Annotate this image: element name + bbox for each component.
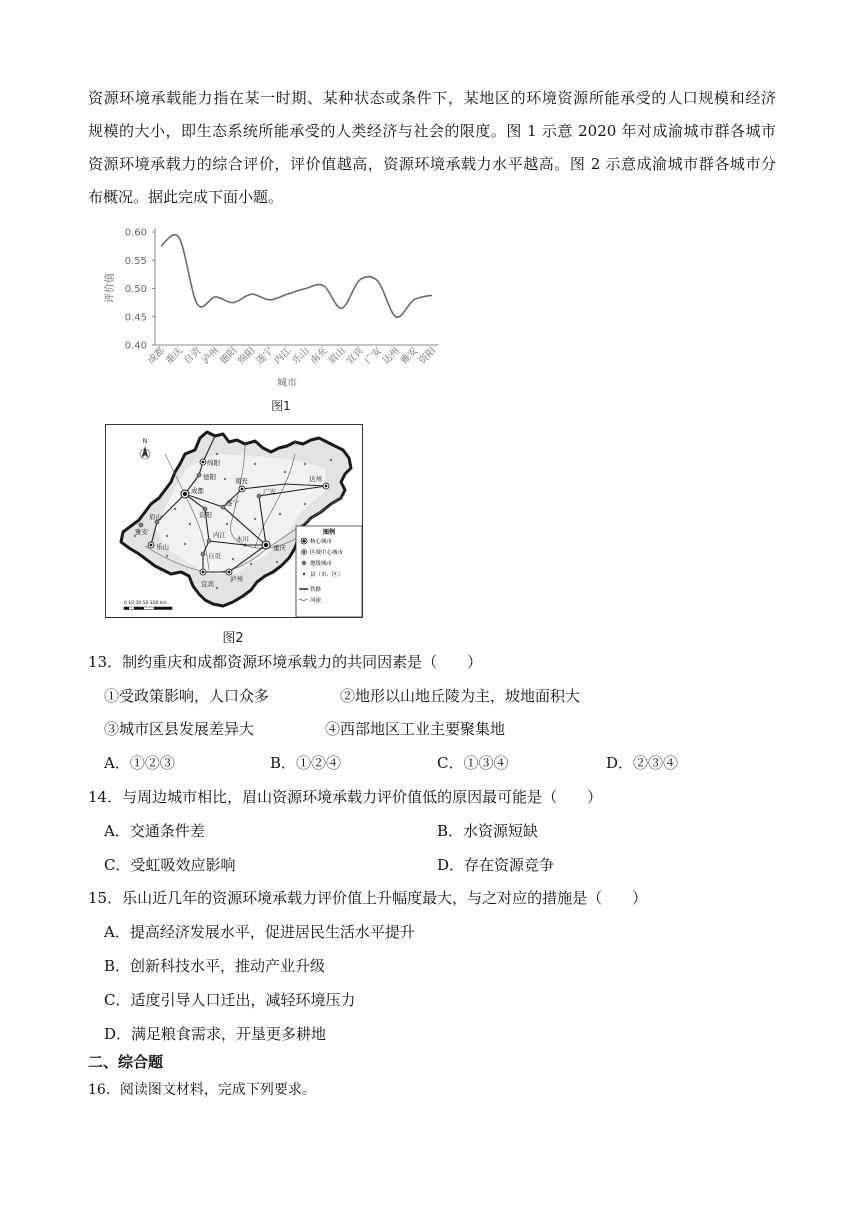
scale-label: 0 10 30 50 100 km — [124, 601, 167, 606]
x-tick-label: 广安 — [362, 345, 384, 367]
map-label-guangan: 广安 — [263, 488, 276, 496]
intro-line: 资源环境承载力的综合评价，评价值越高，资源环境承载力水平越高。图 2 示意成渝城市群各城市分 — [88, 155, 776, 173]
q13-option-d: D．②③④ — [606, 754, 679, 772]
prefecture-city-marker — [257, 494, 261, 498]
x-tick-label: 南充 — [308, 345, 330, 367]
q13-option-c: C．①③④ — [437, 754, 509, 772]
q15-option-b: B．创新科技水平，推动产业升级 — [104, 957, 326, 975]
county-dot — [279, 513, 281, 515]
x-tick-label: 重庆 — [163, 345, 186, 367]
q15-option-c: C．适度引导人口迁出，减轻环境压力 — [104, 991, 356, 1009]
q14-option-c: C．受虹吸效应影响 — [104, 856, 236, 874]
map-label-ziyang: 资阳 — [199, 511, 212, 519]
q13-statement-2: ②地形以山地丘陵为主，坡地面积大 — [340, 687, 581, 705]
map-label-meishan: 眉山 — [149, 513, 162, 521]
y-tick-label: 0.45 — [124, 312, 147, 324]
county-dot — [174, 508, 176, 510]
county-city-marker — [244, 544, 247, 547]
map-label-dazhou: 达州 — [309, 475, 322, 483]
y-tick-label: 0.55 — [124, 255, 147, 267]
x-tick-label: 雅安 — [398, 345, 421, 367]
q13-option-a: A．①②③ — [104, 754, 175, 772]
county-dot — [304, 503, 306, 505]
q13-statement-3: ③城市区县发展差异大 — [104, 720, 255, 738]
intro-line: 资源环境承载能力指在某一时期、某种状态或条件下，某地区的环境资源所能承受的人口规模和经济 — [88, 89, 776, 107]
county-dot — [166, 535, 168, 537]
prefecture-city-marker — [139, 523, 143, 527]
county-dot — [226, 523, 228, 525]
q13-statement-1: ①受政策影响，人口众多 — [104, 687, 270, 705]
x-tick-label: 泸州 — [200, 345, 222, 367]
intro-line: 规模的大小，即生态系统所能承受的人类经济与社会的限度。图 1 示意 2020 年对成渝城市群各城市 — [88, 122, 776, 140]
q16-stem: 16．阅读图文材料，完成下列要求。 — [88, 1082, 316, 1098]
y-tick-label: 0.40 — [124, 340, 147, 352]
figure1-caption: 图1 — [271, 399, 291, 413]
figure2-map — [105, 424, 363, 618]
county-dot — [216, 587, 218, 589]
q13-option-b: B．①②④ — [270, 754, 342, 772]
prefecture-city-marker — [207, 539, 211, 543]
intro-line: 布概况。据此完成下面小题。 — [88, 188, 284, 206]
prefecture-city-marker — [221, 505, 225, 509]
x-axis-label: 城市 — [277, 378, 297, 389]
legend-item-region-city: 区域中心城市 — [310, 550, 344, 556]
map-label-suining: 遂宁 — [226, 499, 239, 507]
x-tick-label: 遂宁 — [254, 345, 276, 367]
prefecture-city-marker — [201, 552, 205, 556]
county-dot — [284, 471, 286, 473]
map-label-mianyang: 绵阳 — [207, 459, 220, 467]
y-ticks — [125, 228, 155, 352]
map-label-chengdu: 成都 — [191, 487, 204, 495]
legend-item-prefecture-city: 地级城市 — [310, 561, 333, 567]
y-tick-label: 0.50 — [124, 284, 147, 295]
q15-option-a: A．提高经济发展水平，促进居民生活水平提升 — [104, 923, 415, 941]
x-tick-label: 眉山 — [326, 345, 348, 367]
scale-bar — [124, 600, 172, 610]
legend-title: 图例 — [322, 529, 336, 536]
series — [161, 235, 432, 317]
region-city-marker — [323, 483, 329, 489]
x-tick-label: 资阳 — [416, 345, 439, 367]
x-tick-label: 自贡 — [182, 345, 204, 367]
county-dot — [224, 478, 226, 480]
core-city-marker — [181, 490, 189, 498]
county-dot — [304, 463, 306, 465]
map-label-deyang: 德阳 — [203, 473, 216, 481]
north-label: N — [142, 438, 148, 445]
x-tick-label: 绵阳 — [236, 345, 258, 367]
q14-stem: 14．与周边城市相比，眉山资源环境承载力评价值低的原因最可能是（ ） — [88, 788, 603, 806]
prefecture-city-marker — [197, 473, 201, 477]
county-dot — [189, 523, 191, 525]
map-label-chongqing: 重庆 — [273, 544, 286, 552]
legend-item-railway: 铁路 — [310, 587, 322, 593]
x-tick-label: 内江 — [272, 345, 294, 367]
q15-option-d: D．满足粮食需求，开垦更多耕地 — [104, 1025, 327, 1043]
x-ticks — [145, 344, 438, 367]
q14-option-b: B．水资源短缺 — [437, 822, 539, 840]
county-dot — [232, 558, 234, 560]
x-tick-label: 德阳 — [218, 345, 240, 367]
q13-statement-4: ④西部地区工业主要聚集地 — [325, 720, 506, 738]
legend-item-core-city: 核心城市 — [310, 539, 333, 545]
map-label-zigong: 自贡 — [208, 552, 221, 560]
x-tick-label: 宜宾 — [344, 345, 366, 367]
county-dot — [250, 563, 252, 565]
county-dot — [184, 543, 186, 545]
q14-option-d: D．存在资源竞争 — [437, 856, 555, 874]
region-city-marker — [200, 569, 206, 575]
county-dot — [254, 463, 256, 465]
county-dot — [216, 453, 218, 455]
county-dot — [166, 555, 168, 557]
map-label-yongchuan: 永川 — [236, 535, 249, 543]
figure1-line-chart — [100, 220, 445, 395]
map-label-leshan: 乐山 — [156, 543, 169, 551]
q14-option-a: A．交通条件差 — [104, 822, 205, 840]
x-tick-label: 达州 — [380, 345, 402, 367]
figure2-caption: 图2 — [222, 631, 244, 646]
q13-stem: 13．制约重庆和成都资源环境承载力的共同因素是（ ） — [88, 653, 483, 671]
map-label-yibin: 宜宾 — [201, 580, 214, 588]
county-dot — [254, 518, 256, 520]
region-city-marker — [239, 486, 245, 492]
legend-item-river: 河流 — [310, 598, 322, 604]
y-tick-label: 0.60 — [124, 227, 147, 239]
region-city-marker — [148, 542, 154, 548]
map-label-neijiang: 内江 — [213, 531, 226, 539]
x-tick-label: 成都 — [145, 345, 168, 367]
map-label-yaan: 雅安 — [135, 528, 148, 536]
y-axis-label: 评价值 — [105, 273, 116, 303]
map-legend — [296, 526, 362, 617]
core-city-marker — [262, 541, 270, 549]
q15-stem: 15．乐山近几年的资源环境承载力评价值上升幅度最大，与之对应的措施是（ ） — [88, 889, 648, 907]
county-dot — [330, 459, 332, 461]
x-tick-label: 乐山 — [290, 345, 312, 367]
county-dot — [276, 561, 278, 563]
map-label-luzhou: 泸州 — [230, 575, 243, 583]
map-label-nanchong: 南充 — [235, 477, 248, 485]
region-city-marker — [200, 459, 206, 465]
series-line — [161, 235, 432, 317]
section-heading: 二、综合题 — [88, 1053, 164, 1071]
legend-item-county: 县（市、区） — [310, 572, 344, 578]
